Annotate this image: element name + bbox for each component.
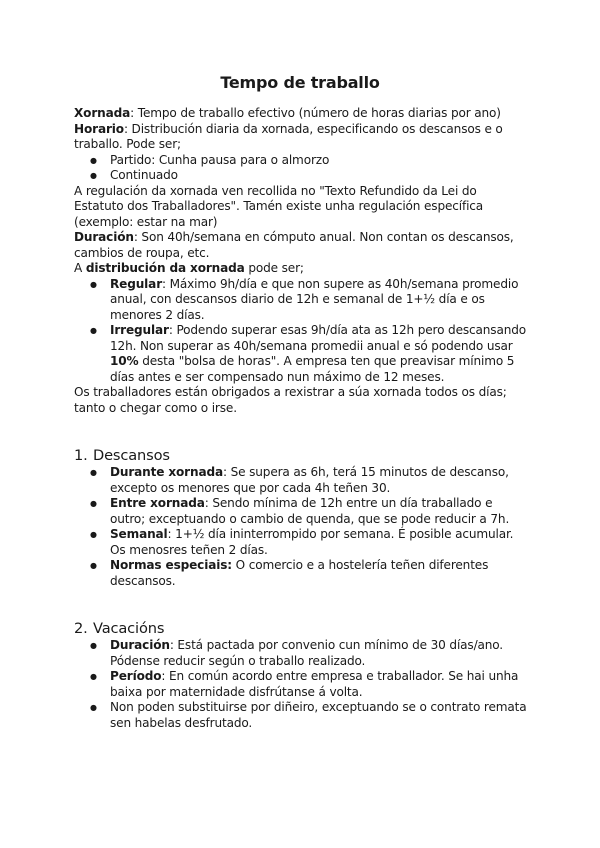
item-text: : 1+½ día ininterrompido por semana. É posible acumular. Os menosres teñen 2 días.	[110, 527, 514, 557]
irregular-percent: 10%	[110, 354, 139, 368]
horario-paragraph	[74, 122, 529, 153]
distribucion-paragraph	[74, 261, 529, 277]
list-item: ● Partido: Cunha pausa para o almorzo	[110, 153, 529, 169]
item-text: Non poden substituirse por diñeiro, exceptuando se o contrato remata sen habelas desfrutado.	[110, 700, 527, 730]
list-item	[110, 638, 529, 669]
list-item	[110, 277, 529, 324]
section-number: 2.	[74, 620, 88, 637]
duracion-definition: : Son 40h/semana en cómputo anual. Non contan os descansos, cambios de roupa, etc.	[74, 230, 514, 260]
list-item	[110, 669, 529, 700]
list-item	[110, 558, 529, 589]
item-term: Duración	[110, 638, 170, 652]
item-term: Período	[110, 669, 162, 683]
regulacion-paragraph: A regulación da xornada ven recollida no "Texto Refundido da Lei do Estatuto dos Traballadores". Tamén existe unha regulación específica (exemplo: estar na mar)	[74, 183, 484, 229]
xornada-paragraph	[74, 106, 529, 122]
item-text: : En común acordo entre empresa e traballador. Se hai unha baixa por maternidade disfrútanse á volta.	[110, 669, 519, 699]
item-text: : Está pactada por convenio cun mínimo de 30 días/ano. Pódense reducir según o traballo realizado.	[110, 638, 504, 668]
list-item: ● Continuado	[110, 168, 529, 184]
document-body	[74, 106, 529, 731]
section-heading-descansos	[74, 447, 529, 465]
horario-definition: : Distribución diaria da xornada, especificando os descansos e o traballo. Pode ser;	[74, 121, 503, 151]
list-item	[110, 496, 529, 527]
regular-term: Regular	[110, 276, 163, 291]
distribucion-list	[74, 277, 529, 386]
vacacions-list	[74, 638, 529, 731]
section-heading-vacacions	[74, 620, 529, 638]
list-item	[110, 323, 529, 385]
list-item	[110, 700, 529, 731]
duracion-term: Duración	[74, 230, 134, 244]
distribucion-suffix: pode ser;	[244, 261, 304, 275]
irregular-term: Irregular	[110, 323, 169, 337]
list-item	[110, 465, 529, 496]
regular-definition: : Máximo 9h/día e que non supere as 40h/semana promedio anual, con descansos diario de 12h e semanal de 1+½ día e os menores 2 días.	[110, 276, 519, 322]
distribucion-prefix: A	[74, 261, 86, 275]
page-title: Tempo de traballo	[220, 73, 380, 92]
list-item	[110, 527, 529, 558]
xornada-term: Xornada	[74, 106, 131, 120]
descansos-list	[74, 465, 529, 589]
obrigados-paragraph: Os traballadores están obrigados a rexistrar a súa xornada todos os días; tanto o chegar como o irse.	[74, 385, 507, 415]
item-term: Semanal	[110, 527, 168, 541]
item-text: O comercio e a hostelería teñen diferentes descansos.	[110, 558, 489, 588]
item-text: : Sendo mínima de 12h entre un día traballado e outro; exceptuando o cambio de quenda, que se pode reducir a 7h.	[110, 496, 510, 526]
item-term: Entre xornada	[110, 496, 205, 510]
irregular-definition: : Podendo superar esas 9h/día ata as 12h pero descansando 12h. Non superar as 40h/semana promedii anual e só podendo usar	[110, 323, 526, 353]
item-term: Normas especiais:	[110, 558, 232, 572]
item-term: Durante xornada	[110, 465, 223, 479]
section-number: 1.	[74, 447, 88, 464]
section-title: Vacacións	[93, 620, 165, 637]
horario-term: Horario	[74, 121, 124, 136]
distribucion-term: distribución da xornada	[85, 261, 245, 275]
duracion-paragraph	[74, 230, 529, 261]
item-text: : Se supera as 6h, terá 15 minutos de descanso, excepto os menores que por cada 4h teñen 30.	[110, 465, 509, 495]
horario-list	[74, 153, 529, 184]
xornada-definition: : Tempo de traballo efectivo (número de horas diarias por ano)	[130, 106, 501, 120]
irregular-definition-end: desta "bolsa de horas". A empresa ten que preavisar mínimo 5 días antes e ser compensado nun máximo de 12 meses.	[110, 354, 515, 384]
section-title: Descansos	[93, 447, 170, 464]
